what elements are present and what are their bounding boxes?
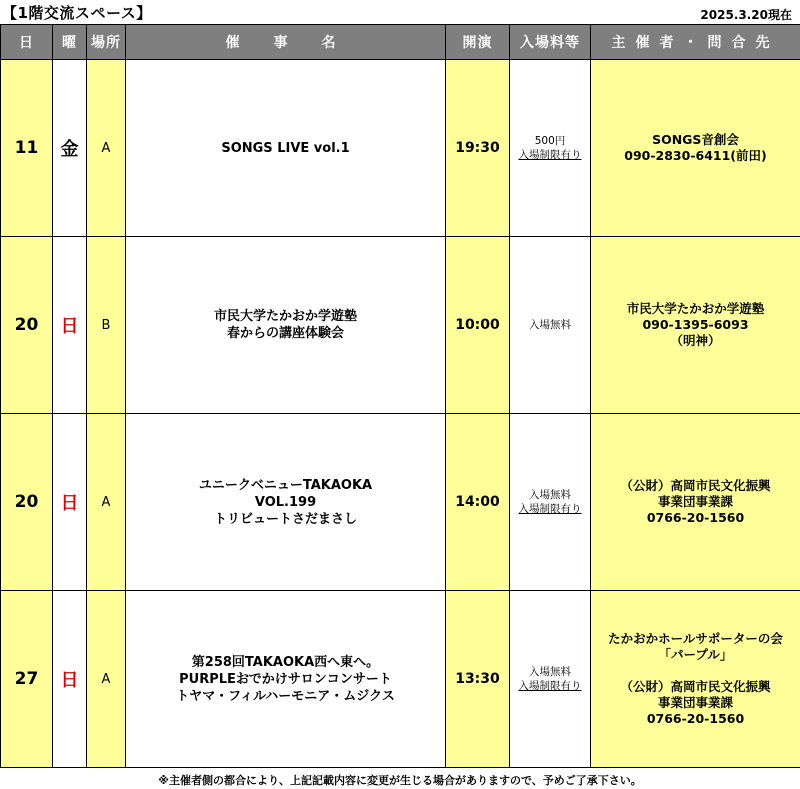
footer-note: ※主催者側の都合により、上記記載内容に変更が生じる場合がありますので、予めご了承下さい。 [158,774,642,787]
time-cell: 14:00 [446,414,510,591]
day-cell: 20 [1,414,53,591]
fee-restriction: 入場制限有り [518,680,582,692]
day-cell: 11 [1,60,53,237]
organizer-line: 0766-20-1560 [646,711,745,726]
organizer-line: 市民大学たかおか学遊塾 [626,301,765,316]
fee-cell [510,237,591,414]
organizer-cell [591,591,800,768]
day-cell: 27 [1,591,53,768]
day-cell: 20 [1,237,53,414]
col-header-event: 催 事 名 [126,25,446,60]
fee-line: 入場無料 [529,319,571,331]
organizer-line: 「パープル」 [658,647,733,662]
organizer-line: （公財）高岡市民文化振興 [620,478,771,493]
event-name-cell [126,237,446,414]
organizer-cell [591,237,800,414]
event-line: SONGS LIVE vol.1 [221,140,350,156]
event-line: VOL.199 [254,494,317,510]
fee-cell [510,591,591,768]
event-line: 第258回TAKAOKA西へ東へ。 [191,654,380,670]
place-cell: A [87,60,126,237]
col-header-fee: 入場料等 [510,25,591,60]
weekday-cell: 金 [53,60,87,237]
organizer-cell [591,414,800,591]
organizer-line [591,663,800,679]
organizer-line: 090-2830-6411(前田) [624,148,767,163]
fee-restriction: 入場制限有り [518,503,582,515]
weekday-cell: 日 [53,237,87,414]
table-row [1,60,800,237]
time-cell: 19:30 [446,60,510,237]
weekday-cell: 日 [53,414,87,591]
fee-line: 500円 [534,135,566,147]
place-cell: A [87,591,126,768]
event-line: 市民大学たかおか学遊塾 [213,309,357,324]
table-row [1,237,800,414]
fee-cell [510,414,591,591]
organizer-line: たかおかホールサポーターの会 [608,631,783,646]
col-header-time: 開演 [446,25,510,60]
col-header-organizer: 主催者・問合先 [591,25,800,60]
organizer-line: 090-1395-6093 [642,317,749,332]
organizer-line: SONGS音創会 [652,132,739,147]
as-of-date: 2025.3.20現在 [700,8,792,22]
place-cell: A [87,414,126,591]
table-header-row [1,25,800,60]
event-name-cell [126,60,446,237]
event-line: ユニークベニューTAKAOKA [198,477,373,493]
organizer-line: （明神） [670,333,721,348]
event-line: トリビュートさだまさし [213,511,357,527]
fee-cell [510,60,591,237]
col-header-day: 日 [1,25,53,60]
organizer-line: 事業団事業課 [657,494,733,509]
time-cell: 13:30 [446,591,510,768]
weekday-cell: 日 [53,591,87,768]
organizer-line: （公財）高岡市民文化振興 [620,679,771,694]
table-row [1,414,800,591]
time-cell: 10:00 [446,237,510,414]
organizer-cell [591,60,800,237]
col-header-place: 場所 [87,25,126,60]
page-title: 【1階交流スペース】 [2,4,152,22]
event-line: トヤマ・フィルハーモニア・ムジクス [176,688,395,704]
place-cell: B [87,237,126,414]
fee-restriction: 入場制限有り [518,149,582,161]
organizer-line: 0766-20-1560 [646,510,745,525]
fee-line: 入場無料 [529,666,571,678]
fee-line: 入場無料 [529,489,571,501]
col-header-weekday: 曜 [53,25,87,60]
table-row [1,591,800,768]
event-line: 春からの講座体験会 [226,326,344,341]
event-line: PURPLEおでかけサロンコンサート [179,671,392,687]
event-name-cell [126,591,446,768]
schedule-table [0,24,800,768]
event-name-cell [126,414,446,591]
organizer-line: 事業団事業課 [657,695,733,710]
